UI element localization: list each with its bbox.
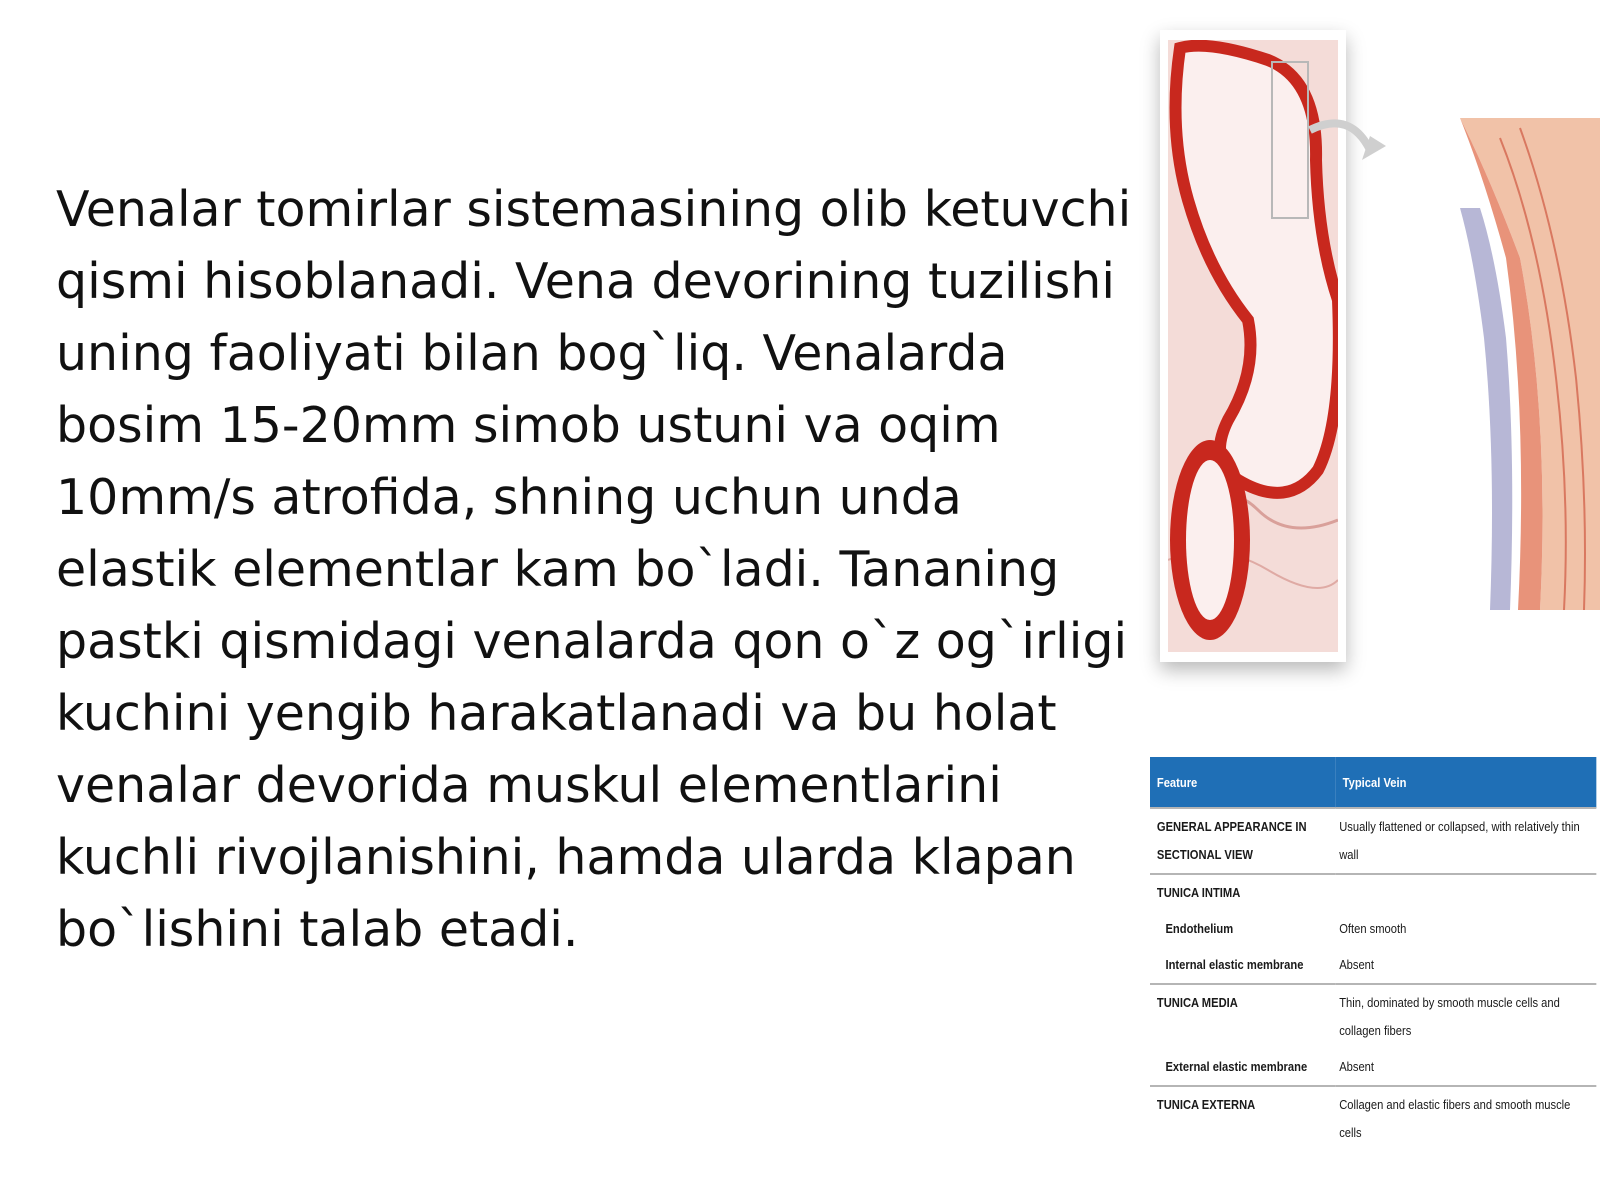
feature-cell: Endothelium bbox=[1165, 921, 1234, 936]
value-cell: Absent bbox=[1339, 957, 1375, 972]
vein-feature-table bbox=[1150, 757, 1596, 1151]
table-row bbox=[1150, 947, 1596, 984]
table-header-row bbox=[1150, 757, 1596, 808]
feature-cell: TUNICA MEDIA bbox=[1150, 984, 1336, 1049]
feature-cell: TUNICA EXTERNA bbox=[1150, 1086, 1336, 1151]
vein-column-header: Typical Vein bbox=[1336, 757, 1597, 808]
value-cell: Thin, dominated by smooth muscle cells and collagen fibers bbox=[1336, 984, 1597, 1049]
table-row bbox=[1150, 1049, 1596, 1086]
feature-cell: TUNICA INTIMA bbox=[1150, 874, 1336, 911]
value-cell: Usually flattened or collapsed, with relatively thin wall bbox=[1336, 808, 1597, 874]
value-cell: Absent bbox=[1339, 1059, 1375, 1074]
table-row bbox=[1150, 911, 1596, 947]
value-cell: Collagen and elastic fibers and smooth muscle cells bbox=[1336, 1086, 1597, 1151]
feature-column-header: Feature bbox=[1150, 757, 1336, 808]
value-cell bbox=[1336, 874, 1597, 911]
value-cell: Often smooth bbox=[1339, 921, 1407, 936]
feature-cell: GENERAL APPEARANCE IN SECTIONAL VIEW bbox=[1150, 808, 1336, 874]
feature-cell: Internal elastic membrane bbox=[1165, 957, 1304, 972]
table-row bbox=[1150, 984, 1596, 1049]
main-paragraph: Venalar tomirlar sistemasining olib ketuvchi qismi hisoblanadi. Vena devorining tuzilishi uning faoliyati bilan bog`liq. Venalarda bosim 15-20mm simob ustuni va oqim 10mm/s atrofida, shning uchun unda elastik elementlar kam bo`ladi. Tananing pastki qismidagi venalarda qon o`z og`irligi kuchini yengib harakatlanadi va bu holat venalar devorida muskul elementlarini kuchli rivojlanishini, hamda ularda klapan bo`lishini talab etadi. bbox=[56, 181, 1132, 958]
table-row bbox=[1150, 1086, 1596, 1151]
vein-wall-detail bbox=[1460, 118, 1600, 610]
table-row bbox=[1150, 808, 1596, 874]
zoom-arrow-icon bbox=[1300, 50, 1400, 200]
table-row bbox=[1150, 874, 1596, 911]
feature-cell: External elastic membrane bbox=[1165, 1059, 1308, 1074]
